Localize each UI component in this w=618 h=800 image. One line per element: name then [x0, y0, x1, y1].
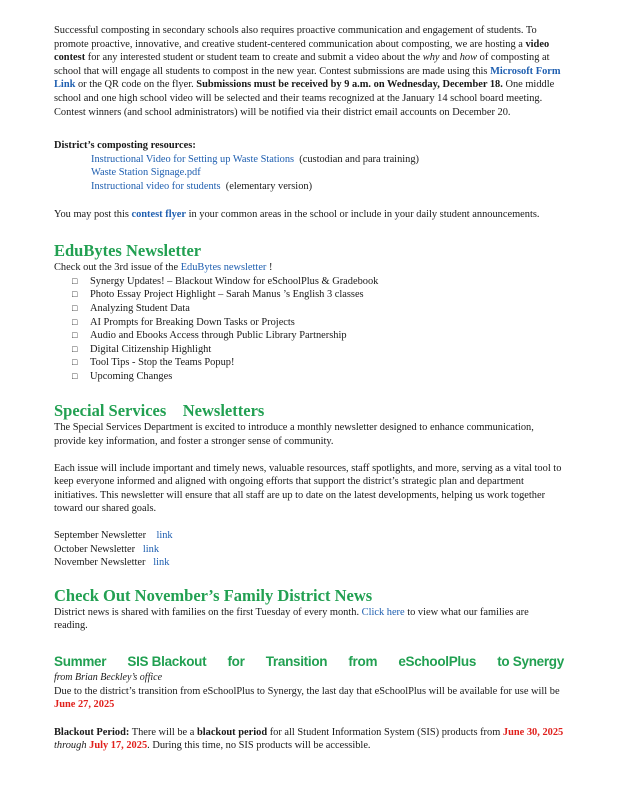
resources-heading: District’s composting resources: [54, 140, 196, 152]
list-item: □ Audio and Ebooks Access through Public Library Partnership [72, 330, 347, 342]
resource-item: Instructional Video for Setting up Waste Stations (custodian and para training) [91, 153, 420, 165]
newsletter-page [54, 24, 564, 753]
list-item: □ Synergy Updates! – Blackout Window for eSchoolPlus & Gradebook [72, 275, 379, 287]
list-item: □ Photo Essay Project Highlight – Sarah Manus ’s English 3 classes [72, 289, 364, 301]
bullet-icon: □ [72, 302, 78, 313]
resources-list [54, 153, 564, 194]
submission-deadline: Submissions must be received by 9 a.m. on Wednesday, December 18. [196, 79, 503, 91]
newsletter-links-list [54, 529, 564, 570]
list-item: □ AI Prompts for Breaking Down Tasks or Projects [72, 316, 295, 328]
list-item: November Newsletter link [54, 557, 170, 569]
family-news-paragraph: District news is shared with families on the first Tuesday of every month. Click here to view what our families are reading. [54, 606, 529, 632]
blackout-title: Summer SIS Blackout for Transition from eSchoolPlus to Synergy [54, 654, 564, 669]
edubytes-newsletter-link[interactable]: EduBytes newsletter [180, 262, 267, 274]
family-news-link[interactable]: Click here [361, 606, 405, 618]
family-news-title: Check Out November’s Family District News [54, 585, 373, 605]
edubytes-topics-list [54, 275, 564, 384]
waste-stations-video-link[interactable]: Instructional Video for Setting up Waste Stations [91, 153, 295, 165]
list-item: □ Analyzing Student Data [72, 302, 190, 314]
bullet-icon: □ [72, 316, 78, 327]
blackout-end-date: July 17, 2025 [89, 740, 148, 752]
blackout-byline: from Brian Beckley’s office [54, 672, 163, 683]
blackout-paragraph-1: Due to the district’s transition from eSchoolPlus to Synergy, the last day that eSchoolPlus will be available for use will be June 27, 2025 [54, 685, 560, 711]
resource-item [91, 166, 564, 180]
waste-station-signage-link[interactable]: Waste Station Signage.pdf [91, 167, 201, 179]
list-item: October Newsletter link [54, 543, 160, 555]
blackout-start-date: June 30, 2025 [502, 726, 564, 738]
flyer-paragraph: You may post this contest flyer in your common areas in the school or include in your daily student announcements. [54, 208, 540, 220]
bullet-icon: □ [72, 330, 78, 341]
list-item: September Newsletter link [54, 530, 173, 542]
bullet-icon: □ [72, 370, 78, 381]
resource-item: Instructional video for students (elementary version) [91, 180, 313, 192]
video-contest-text: video contest [54, 38, 550, 64]
microsoft-form-link[interactable]: Microsoft Form Link [54, 65, 561, 91]
october-newsletter-link[interactable]: link [142, 543, 160, 555]
special-services-intro: The Special Services Department is excited to introduce a monthly newsletter designed to enhance communication, provide key information, and foster a stronger sense of community. [54, 422, 534, 448]
november-newsletter-link[interactable]: link [153, 557, 170, 569]
special-services-details: Each issue will include important and timely news, valuable resources, staff spotlights, and more, serving as a vital tool to keep everyone informed and aligned with ongoing efforts that support the district’s strategic plan and department initiatives. This newsletter will ensure that all staff are up to date on the latest developments, helping us work together toward our shared goals. [54, 462, 562, 515]
bullet-icon: □ [72, 343, 78, 354]
list-item: □ Tool Tips - Stop the Teams Popup! [72, 357, 235, 369]
september-newsletter-link[interactable]: link [156, 530, 173, 542]
student-video-link[interactable]: Instructional video for students [91, 180, 221, 192]
list-item: □ Upcoming Changes [72, 370, 173, 382]
special-services-title: Special Services Newsletters [54, 401, 265, 421]
bullet-icon: □ [72, 357, 78, 368]
bullet-icon: □ [72, 289, 78, 300]
bullet-icon: □ [72, 275, 78, 286]
list-item: □ Digital Citizenship Highlight [72, 343, 212, 355]
blackout-paragraph-2: Blackout Period: There will be a blackout period for all Student Information System (SIS) products from June 30, 2025 through July 17, 2025. During this time, no SIS products will be accessible. [54, 726, 564, 752]
last-day-date: June 27, 2025 [54, 699, 115, 711]
contest-flyer-link[interactable]: contest flyer [131, 208, 186, 220]
edubytes-intro: Check out the 3rd issue of the EduBytes newsletter ! [54, 262, 273, 274]
contest-paragraph: Successful composting in secondary schools also requires proactive communication and engagement of students. To promote proactive, innovative, and creative student-centered communication about composting, we are hosting a video contest for any interested student or student team to create and submit a video about the why and how of composting at school that will engage all students to compost in the new year. Contest submissions are made using this Microsoft Form Link or the QR code on the flyer. Submissions must be received by 9 a.m. on Wednesday, December 18. One middle school and one high school video will be selected and their teams recognized at the January 14 school board meeting. Contest winners (and school administrators) will be notified via their district email accounts on December 20. [54, 25, 561, 118]
edubytes-title: EduBytes Newsletter [54, 241, 202, 261]
